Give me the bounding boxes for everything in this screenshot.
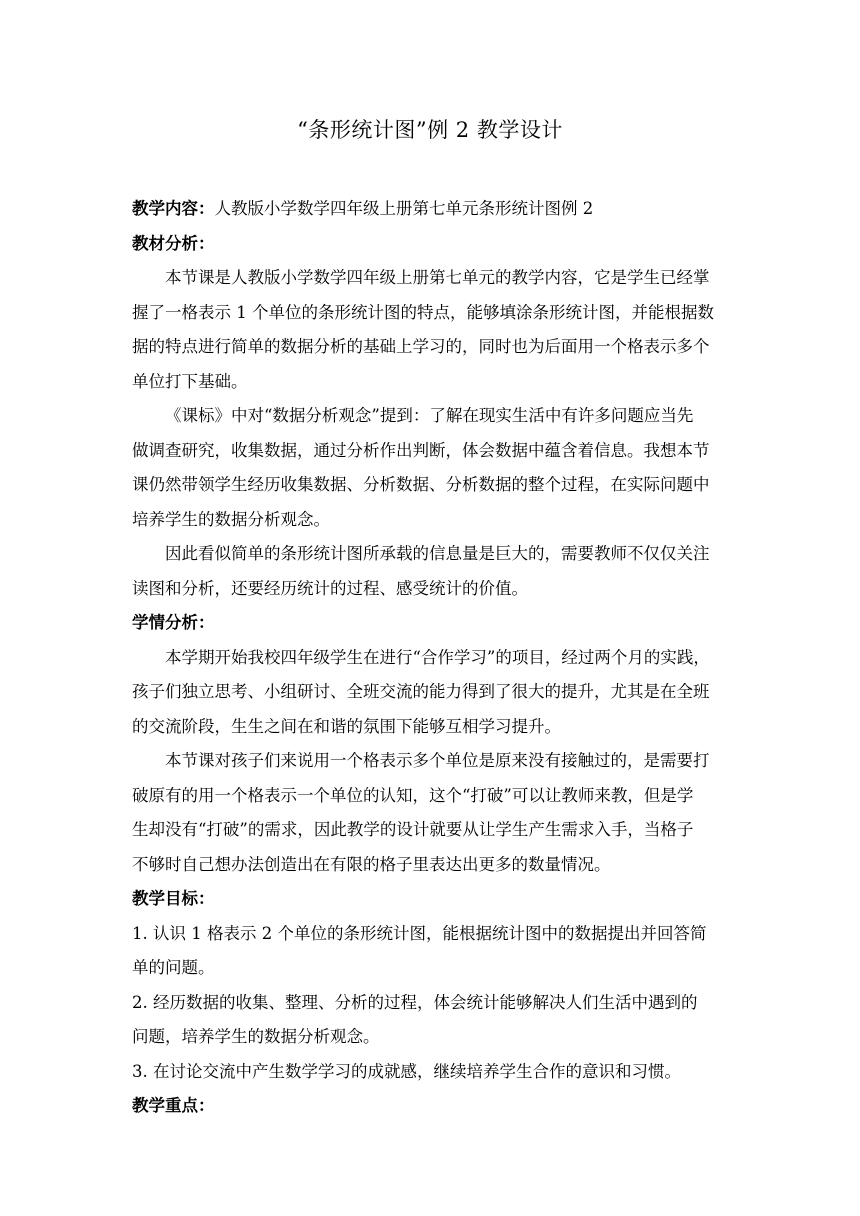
paragraph-line: 本学期开始我校四年级学生在进行“合作学习”的项目，经过两个月的实践， (165, 647, 710, 667)
goal-line: 问题，培养学生的数据分析观念。 (132, 1027, 380, 1046)
teaching-content-text: 人教版小学数学四年级上册第七单元条形统计图例 2 (214, 199, 594, 218)
teaching-key-points-heading: 教学重点： (132, 1096, 215, 1115)
textbook-paragraph-2 (132, 399, 730, 537)
student-paragraph-1 (132, 641, 730, 745)
teaching-goals-list (132, 917, 730, 1090)
paragraph-line: 《课标》中对“数据分析观念”提到：了解在现实生活中有许多问题应当先 (165, 406, 694, 425)
document-title: “条形统计图”例 2 教学设计 (297, 118, 563, 142)
paragraph-line: 单位打下基础。 (132, 371, 248, 391)
paragraph-line: 培养学生的数据分析观念。 (132, 509, 330, 529)
paragraph-line: 本节课对孩子们来说用一个格表示多个单位是原来没有接触过的，是需要打 (165, 751, 710, 770)
paragraph-line: 孩子们独立思考、小组研讨、全班交流的能力得到了很大的提升，尤其是在全班 (132, 682, 710, 701)
paragraph-line: 本节课是人教版小学数学四年级上册第七单元的教学内容，它是学生已经掌 (165, 268, 710, 287)
paragraph-line: 因此看似简单的条形统计图所承载的信息量是巨大的，需要教师不仅仅关注 (165, 544, 710, 563)
teaching-goals-heading: 教学目标： (132, 889, 215, 908)
paragraph-line: 读图和分析，还要经历统计的过程、感受统计的价值。 (132, 578, 528, 598)
goal-line: 3. 在讨论交流中产生数学学习的成就感，继续培养学生合作的意识和习惯。 (132, 1061, 681, 1081)
paragraph-line: 课仍然带领学生经历收集数据、分析数据、分析数据的整个过程，在实际问题中 (132, 475, 710, 494)
paragraph-line: 生却没有“打破”的需求，因此教学的设计就要从让学生产生需求入手，当格子 (132, 820, 694, 839)
textbook-paragraph-1 (132, 261, 730, 399)
goal-line: 单的问题。 (132, 958, 215, 977)
paragraph-line: 破原有的用一个格表示一个单位的认知，这个“打破”可以让教师来教，但是学 (132, 785, 694, 805)
textbook-paragraph-3 (132, 537, 730, 606)
goal-line: 1. 认识 1 格表示 2 个单位的条形统计图，能根据统计图中的数据提出并回答简 (132, 923, 707, 943)
paragraph-line: 握了一格表示 1 个单位的条形统计图的特点，能够填涂条形统计图，并能根据数 (132, 302, 714, 322)
goal-line: 2. 经历数据的收集、整理、分析的过程，体会统计能够解决人们生活中遇到的 (132, 992, 698, 1012)
paragraph-line: 不够时自己想办法创造出在有限的格子里表达出更多的数量情况。 (132, 854, 611, 874)
student-analysis-heading: 学情分析： (132, 613, 215, 632)
teaching-content-line (132, 192, 730, 227)
paragraph-line: 的交流阶段，生生之间在和谐的氛围下能够互相学习提升。 (132, 716, 561, 736)
document-body (132, 192, 730, 1124)
textbook-analysis-heading: 教材分析： (132, 233, 215, 253)
paragraph-line: 做调查研究，收集数据，通过分析作出判断，体会数据中蕴含着信息。我想本节 (132, 440, 710, 460)
paragraph-line: 据的特点进行简单的数据分析的基础上学习的，同时也为后面用一个格表示多个 (132, 337, 710, 356)
student-paragraph-2 (132, 744, 730, 882)
teaching-content-label: 教学内容： (132, 199, 215, 218)
